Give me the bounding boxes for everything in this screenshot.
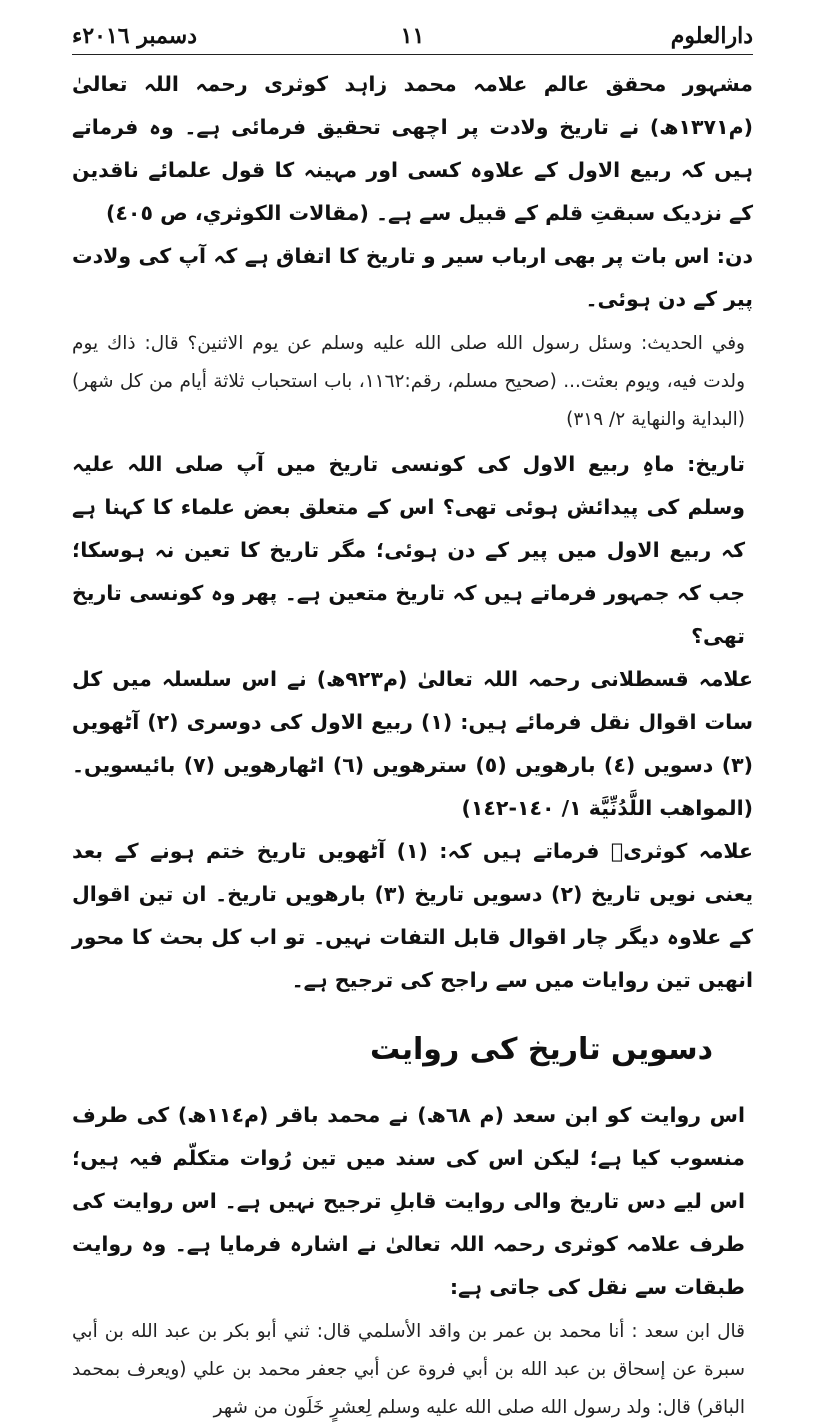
page-number: ١١ (400, 23, 425, 49)
paragraph-birth-date-research: مشہور محقق عالم علامہ محمد زاہد کوثری رحمہ اللہ تعالیٰ (م١٣٧١ھ) نے تاریخ ولادت پر اچھی تحقیق فرمائی ہے۔ وہ فرماتے ہیں کہ ربیع الاول کے علاوہ کسی اور مہینہ کا قول علمائے ناقدین کے نزدیک سبقتِ قلم کے قبیل سے ہے۔ (مقالات الكوثري، ص ٤٠٥) (72, 72, 753, 225)
arabic-hadith-quote: وفي الحديث: وسئل رسول الله صلى الله عليه وسلم عن يوم الاثنين؟ قال: ذاك يوم ولدت فيه، ويوم بعثت... (صحيح مسلم، رقم:١١٦٢، باب استحباب ثلاثة أيام من كل شهر) (البداية والنهاية ٢/ ٣١٩) (72, 333, 746, 430)
paragraph-ibn-saad-narration: اس روایت کو ابن سعد (م ٦٨ھ) نے محمد باقر (م١١٤ھ) کی طرف منسوب کیا ہے؛ لیکن اس کی سند میں تین رُوات متکلّم فیہ ہیں؛ اس لیے دس تاریخ والی روایت قابلِ ترجیح نہیں ہے۔ اس روایت کی طرف علامہ کوثری رحمہ اللہ تعالیٰ نے اشارہ فرمایا ہے۔ وہ روایت طبقات سے نقل کی جاتی ہے: (72, 1103, 745, 1299)
section-heading: دسویں تاریخ کی روایت (369, 1032, 713, 1067)
arabic-narration-quote: قال ابن سعد : أنا محمد بن عمر بن واقد الأسلمي قال: ثني أبو بكر بن عبد الله بن أبي سبرة عن إسحاق بن عبد الله بن أبي فروة عن أبي جعفر محمد بن علي (ويعرف بمحمد الباقر) قال: ولد رسول الله صلى الله عليه وسلم لِعشرٍ خَلَون من شهر (72, 1321, 745, 1418)
paragraph-qastalani-opinions: علامہ قسطلانی رحمہ اللہ تعالیٰ (م٩٢٣ھ) نے اس سلسلہ میں کل سات اقوال نقل فرمائے ہیں: (١) ربیع الاول کی دوسری (٢) آٹھویں (٣) دسویں (٤) بارھویں (٥) سترھویں (٦) اٹھارھویں (٧) بائیسویں۔ (المواهب اللَّدُنِّيَّة ١/ ١٤٠-١٤٢) (72, 667, 754, 820)
journal-title: دارالعلوم (670, 23, 753, 49)
paragraph-date-question: تاریخ: ماہِ ربیع الاول کی کونسی تاریخ میں آپ صلی اللہ علیہ وسلم کی پیدائش ہوئی تھی؟ اس کے متعلق بعض علماء کا کہنا ہے کہ ربیع الاول میں پیر کے دن ہوئی؛ مگر تاریخ کا تعین نہ ہوسکا؛ جب کہ جمہور فرماتے ہیں کہ تاریخ متعین ہے۔ پھر وہ کونسی تاریخ تھی؟ (72, 452, 745, 648)
issue-date: دسمبر ٢٠١٦ء (72, 23, 198, 49)
paragraph-kawthari-opinion: علامہ کوثریؒ فرماتے ہیں کہ: (١) آٹھویں تاریخ ختم ہونے کے بعد یعنی نویں تاریخ (٢) دسویں تاریخ (٣) بارھویں تاریخ۔ ان تین اقوال کے علاوہ دیگر چار اقوال قابل التفات نہیں۔ تو اب کل بحث کا محور انھیں تین روایات میں سے راجح کی ترجیح ہے۔ (72, 839, 754, 992)
paragraph-day: دن: اس بات پر بھی ارباب سیر و تاریخ کا اتفاق ہے کہ آپ کی ولادت پیر کے دن ہوئی۔ (72, 244, 753, 311)
page-header (72, 20, 753, 55)
